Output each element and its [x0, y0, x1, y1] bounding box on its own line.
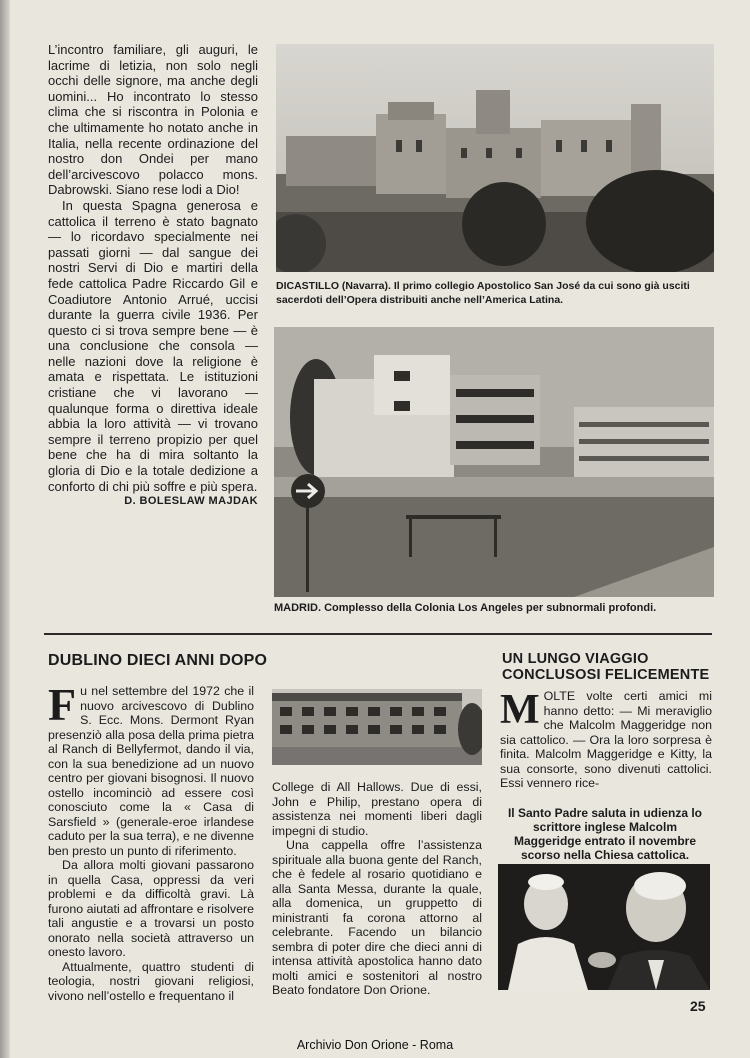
paragraph — [500, 689, 712, 791]
paragraph: L’incontro familiare, gli auguri, le lacrime di letizia, non solo negli occhi delle signore, ma anche degli uomini... Ho incontrato lo stesso clima che si riscontra in Polonia e che ultimamente ho notato anche in Italia, nella recente ordinazione del nostro don Ondei per mano dell’arcivescovo polacco mons. Dabrowski. Siano rese lodi a Dio! — [48, 42, 258, 198]
headline-line-1: UN LUNGO VIAGGIO — [502, 651, 649, 667]
headline-dublino: DUBLINO DIECI ANNI DOPO — [48, 652, 268, 669]
headline-line-2: CONCLUSOSI FELICEMENTE — [502, 667, 710, 683]
paragraph — [48, 679, 254, 858]
drop-cap: M — [500, 687, 540, 733]
photo-dublino-ranch — [272, 689, 482, 765]
dublino-column-1 — [48, 679, 254, 1003]
photo-santo-padre-udienza — [498, 864, 710, 990]
author-signature: D. BOLESLAW MAJDAK — [124, 495, 258, 508]
paragraph: In questa Spagna generosa e cattolica il terreno è stato bagnato — lo ricordavo specialmente nei passati giorni — dal sangue dei nostri Servi di Dio e martiri della fede cattolica Padre Riccardo Gil e Coadiutore Antonio Arrué, uccisi durante la guerra civile 1936. Per questo ci si trova sempre bene — è una conclusione che consola — nelle nazioni dove la religione è amata e rispettata. Le istituzioni cristiane che vi lavorano — qualunque forma o direttiva ideale abbia la loro attività — vi trovano sempre il terreno propizio per quel bene che ha di mira soltanto la gloria di Dio e la totale dedizione a conforto di chi più soffre e più spera. — [48, 197, 258, 494]
page-number: 25 — [690, 998, 706, 1014]
drop-cap: F — [48, 679, 77, 730]
archive-label: Archivio Don Orione - Roma — [296, 1038, 454, 1052]
photo-madrid — [274, 327, 714, 597]
section-divider — [44, 633, 712, 635]
paragraph-text: u nel settembre del 1972 che il nuovo arcivescovo di Dublino S. Ecc. Mons. Dermont Ryan presenziò alla posa della prima pietra al Ranch di Bellyfermot, dando il via, con la sua benedizione ad un nuovo centro per giovani bisognosi. Il nuovo ostello incominciò ad essere così conosciuto come la « Casa di Sarsfield » (generale-eroe irlandese caduto per la sua terra), e ne divenne ben presto un punto di riferimento. — [48, 684, 254, 858]
page-edge-shadow — [0, 0, 10, 1058]
paragraph-text: OLTE volte certi amici mi hanno detto: — Mi meraviglio che Malcolm Maggeridge non sia cattolico. — Ora la loro sorpresa è finita. Malcolm Maggeridge e Kitty, la sua consorte, sono divenuti cattolici. Essi vennero rice- — [500, 689, 712, 790]
paragraph: Da allora molti giovani passarono in quella Casa, oppressi da veri problemi e da difficoltà gravi. Là furono aiutati ad affrontare e risolvere tali angustie e a trovarsi un posto onorato nella società attraverso un onesto lavoro. — [48, 858, 254, 959]
paragraph: Attualmente, quattro studenti di teologia, nostri giovani religiosi, vivono nell’ostello e frequentano il — [48, 959, 254, 1003]
caption-madrid: MADRID. Complesso della Colonia Los Angeles per subnormali profondi. — [274, 602, 657, 614]
viaggio-body — [500, 689, 712, 791]
paragraph: College di All Hallows. Due di essi, John e Philip, prestano opera di assistenza nei momenti liberi dagli impegni di studio. — [272, 780, 482, 838]
caption-dicastillo: DICASTILLO (Navarra). Il primo collegio Apostolico San José da cui sono già usciti sacerdoti dell’Opera distribuiti anche nell’America Latina. — [276, 280, 690, 306]
paragraph: Una cappella offre l’assistenza spirituale alla buona gente del Ranch, che è fedele al rosario quotidiano e alla Santa Messa, durante la quale, alla domenica, un gruppetto di ministranti fa corona attorno al celebrante. Facendo un bilancio sembra di poter dire che dieci anni di intensa attività apostolica hanno dato molti amici e sostenitori al nostro Beato fondatore Don Orione. — [272, 838, 482, 997]
dublino-column-2 — [272, 780, 482, 998]
headline-viaggio — [502, 651, 717, 683]
left-column-text — [48, 42, 258, 510]
lede-santo-padre: Il Santo Padre saluta in udienza lo scrittore inglese Malcolm Maggeridge entrato il novembre scorso nella Chiesa cattolica. — [507, 806, 703, 862]
photo-dicastillo — [276, 44, 714, 272]
